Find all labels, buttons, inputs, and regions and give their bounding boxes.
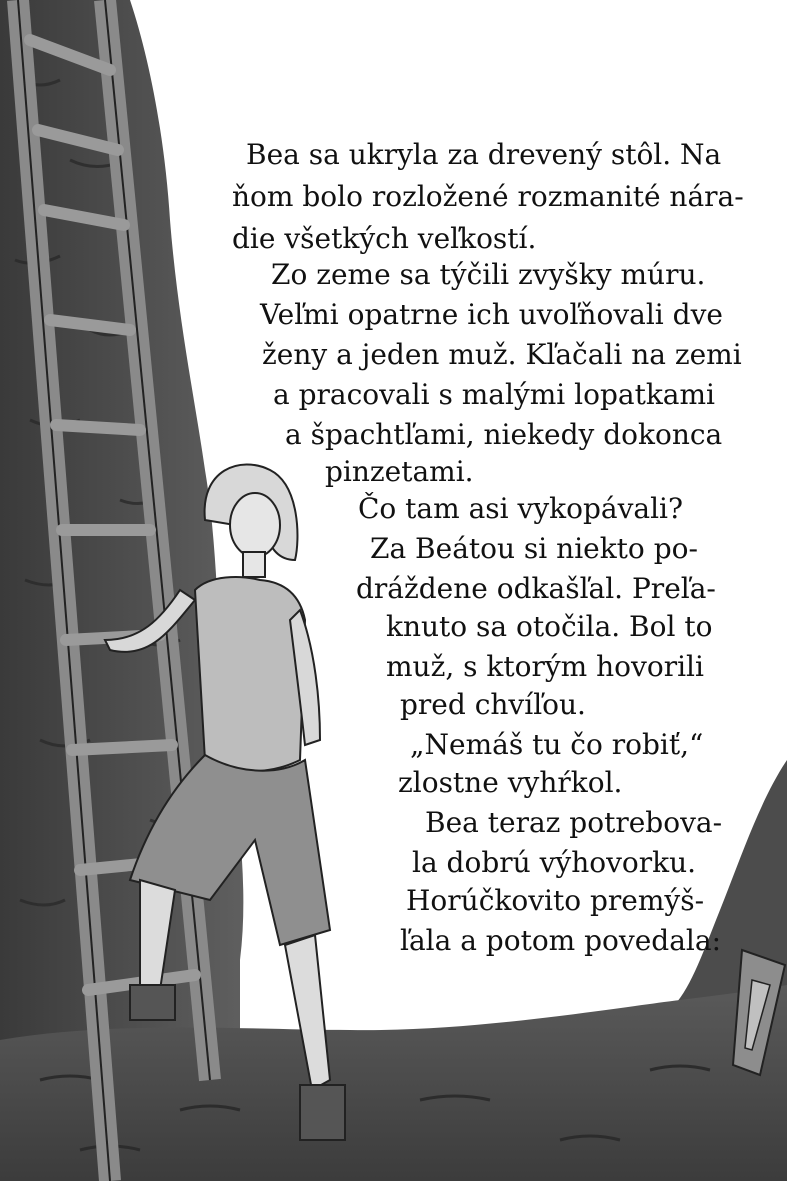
- story-line: ženy a jeden muž. Kľačali na zemi: [262, 338, 742, 371]
- story-line: pred chvíľou.: [400, 688, 586, 721]
- story-line: a pracovali s malými lopatkami: [273, 378, 715, 411]
- story-line: die všetkých veľkostí.: [232, 222, 537, 255]
- story-line: zlostne vyhŕkol.: [398, 766, 623, 799]
- story-line: ľala a potom povedala:: [400, 924, 722, 957]
- story-line: Bea teraz potrebova-: [425, 806, 723, 839]
- story-line: a špachtľami, niekedy dokonca: [285, 418, 723, 451]
- story-line: pinzetami.: [325, 455, 474, 488]
- story-line: Zo zeme sa týčili zvyšky múru.: [271, 258, 706, 291]
- story-line: Čo tam asi vykopávali?: [358, 492, 684, 525]
- story-line: knuto sa otočila. Bol to: [386, 610, 713, 643]
- story-line: dráždene odkašľal. Preľa-: [356, 572, 716, 605]
- story-line: la dobrú výhovorku.: [412, 846, 697, 879]
- story-line: „Nemáš tu čo robiť,“: [410, 728, 704, 761]
- story-line: Za Beátou si niekto po-: [370, 532, 698, 565]
- story-line: Veľmi opatrne ich uvoľňovali dve: [260, 298, 723, 331]
- story-line: Horúčkovito premýš-: [406, 884, 705, 917]
- story-line: ňom bolo rozložené rozmanité nára-: [232, 180, 744, 213]
- story-line: Bea sa ukryla za drevený stôl. Na: [246, 138, 722, 171]
- story-line: muž, s ktorým hovorili: [386, 650, 704, 683]
